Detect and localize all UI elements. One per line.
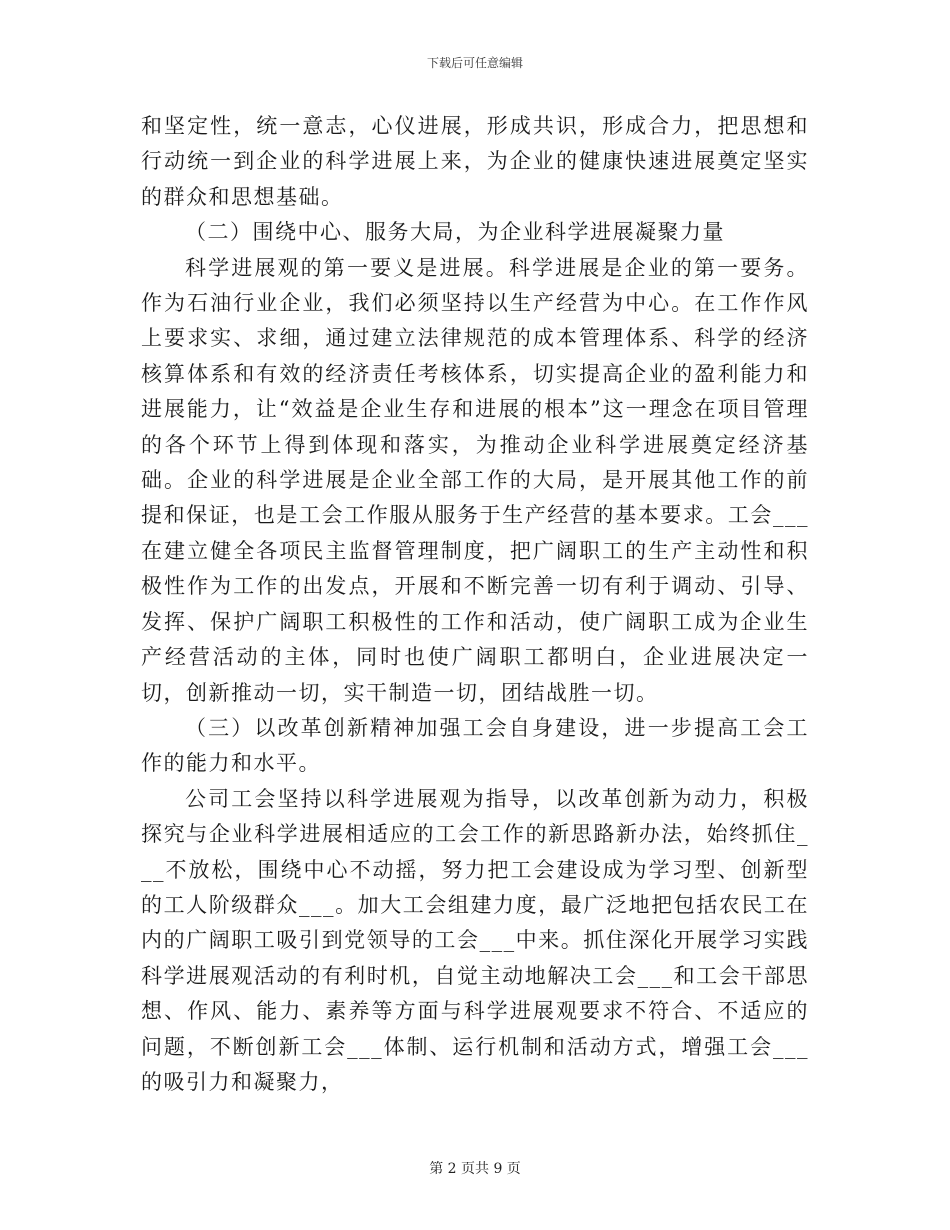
section-heading-2: （二）围绕中心、服务大局，为企业科学进展凝聚力量 [185,220,725,245]
paragraph-section-2: 科学进展观的第一要义是进展。科学进展是企业的第一要务。作为石油行业企业，我们必须坚持以生产经营为中心。在工作作风上要求实、求细，通过建立法律规范的成本管理体系、科学的经济核算体系和有效的经济责任考核体系，切实提高企业的盈利能力和进展能力，让“效益是企业生存和进展的根本”这一理念在项目管理的各个环节上得到体现和落实，为推动企业科学进展奠定经济基础。企业的科学进展是企业全部工作的大局，是开展其他工作的前提和保证，也是工会工作服从服务于生产经营的基本要求。工会___在建立健全各项民主监督管理制度，把广阔职工的生产主动性和积极性作为工作的出发点，开展和不断完善一切有利于调动、引导、发挥、保护广阔职工积极性的工作和活动，使广阔职工成为企业生产经营活动的主体，同时也使广阔职工都明白，企业进展决定一切，创新推动一切，实干制造一切，团结战胜一切。 [141,255,809,705]
paragraph-section-3: 公司工会坚持以科学进展观为指导，以改革创新为动力，积极探究与企业科学进展相适应的工会工作的新思路新办法，始终抓住___不放松，围绕中心不动摇，努力把工会建设成为学习型、创新型的工人阶级群众___。加大工会组建力度，最广泛地把包括农民工在内的广阔职工吸引到党领导的工会___中来。抓住深化开展学习实践科学进展观活动的有利时机，自觉主动地解决工会___和工会干部思想、作风、能力、素养等方面与科学进展观要求不符合、不适应的问题，不断创新工会___体制、运行机制和活动方式，增强工会___的吸引力和凝聚力， [141,786,809,1094]
paragraph-continuation: 和坚定性，统一意志，心仪进展，形成共识，形成合力，把思想和行动统一到企业的科学进展上来，为企业的健康快速进展奠定坚实的群众和思想基础。 [141,114,809,209]
section-heading-3: （三）以改革创新精神加强工会自身建设，进一步提高工会工作的能力和水平。 [141,715,809,776]
page-header-note: 下载后可任意编辑 [426,56,523,70]
document-body [141,109,809,1100]
page-number-footer: 第 2 页共 9 页 [429,1161,521,1177]
